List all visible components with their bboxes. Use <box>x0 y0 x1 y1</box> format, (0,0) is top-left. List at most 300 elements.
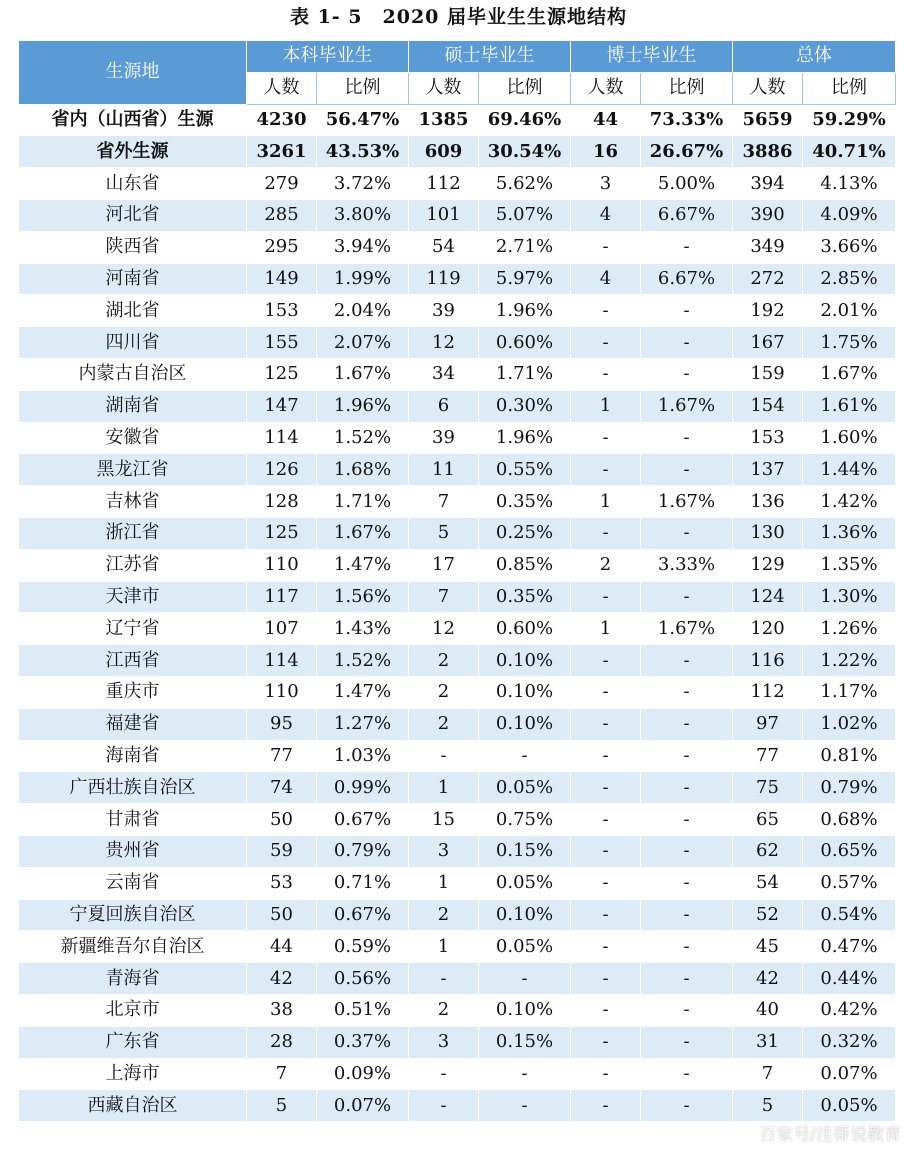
table-row <box>19 517 896 549</box>
table-row <box>19 867 896 899</box>
count-cell: 3886 <box>733 136 803 168</box>
ratio-cell: - <box>479 1058 571 1090</box>
count-cell: 4 <box>571 199 641 231</box>
count-cell: 349 <box>733 231 803 263</box>
count-cell: 3 <box>409 1026 479 1058</box>
ratio-cell: - <box>479 1090 571 1122</box>
ratio-cell: - <box>641 358 733 390</box>
ratio-cell: 3.66% <box>803 231 896 263</box>
table-row <box>19 581 896 613</box>
table-row <box>19 1090 896 1122</box>
count-cell: - <box>571 676 641 708</box>
count-cell: 74 <box>247 772 317 804</box>
ratio-cell: 0.47% <box>803 931 896 963</box>
count-cell: 97 <box>733 708 803 740</box>
count-cell: - <box>571 708 641 740</box>
table-row <box>19 327 896 359</box>
count-cell: 4230 <box>247 104 317 136</box>
ratio-cell: 1.52% <box>317 422 409 454</box>
ratio-cell: 0.37% <box>317 1026 409 1058</box>
count-cell: 192 <box>733 295 803 327</box>
ratio-cell: 0.59% <box>317 931 409 963</box>
ratio-cell: - <box>641 295 733 327</box>
ratio-cell: 0.10% <box>479 994 571 1026</box>
origin-name-cell: 省外生源 <box>19 136 247 168</box>
count-cell: - <box>571 517 641 549</box>
ratio-cell: 0.05% <box>803 1090 896 1122</box>
ratio-cell: 1.71% <box>479 358 571 390</box>
count-cell: 1 <box>409 867 479 899</box>
ratio-cell: 0.09% <box>317 1058 409 1090</box>
count-cell: - <box>571 899 641 931</box>
count-cell: - <box>409 963 479 995</box>
ratio-cell: 1.67% <box>641 486 733 518</box>
count-cell: - <box>571 1058 641 1090</box>
count-cell: 285 <box>247 199 317 231</box>
count-cell: 34 <box>409 358 479 390</box>
count-cell: 54 <box>409 231 479 263</box>
header-sub-count: 人数 <box>247 72 317 104</box>
header-sub-count: 人数 <box>571 72 641 104</box>
ratio-cell: - <box>641 931 733 963</box>
count-cell: 5 <box>409 517 479 549</box>
count-cell: 7 <box>409 581 479 613</box>
count-cell: 112 <box>409 168 479 200</box>
ratio-cell: 0.05% <box>479 931 571 963</box>
ratio-cell: - <box>479 963 571 995</box>
ratio-cell: 5.62% <box>479 168 571 200</box>
ratio-cell: 6.67% <box>641 199 733 231</box>
ratio-cell: - <box>641 422 733 454</box>
ratio-cell: 1.75% <box>803 327 896 359</box>
ratio-cell: 0.67% <box>317 899 409 931</box>
count-cell: - <box>571 994 641 1026</box>
count-cell: - <box>571 931 641 963</box>
count-cell: - <box>571 1090 641 1122</box>
count-cell: 295 <box>247 231 317 263</box>
count-cell: - <box>571 835 641 867</box>
ratio-cell: 1.35% <box>803 549 896 581</box>
ratio-cell: 0.56% <box>317 963 409 995</box>
count-cell: 119 <box>409 263 479 295</box>
count-cell: 124 <box>733 581 803 613</box>
count-cell: 5 <box>733 1090 803 1122</box>
count-cell: - <box>571 454 641 486</box>
ratio-cell: - <box>479 740 571 772</box>
ratio-cell: 0.10% <box>479 645 571 677</box>
count-cell: 50 <box>247 804 317 836</box>
ratio-cell: 73.33% <box>641 104 733 136</box>
count-cell: 114 <box>247 645 317 677</box>
count-cell: 107 <box>247 613 317 645</box>
ratio-cell: 5.00% <box>641 168 733 200</box>
ratio-cell: 2.01% <box>803 295 896 327</box>
summary-row <box>19 136 896 168</box>
table-row <box>19 676 896 708</box>
ratio-cell: 1.68% <box>317 454 409 486</box>
table-row <box>19 645 896 677</box>
ratio-cell: 1.02% <box>803 708 896 740</box>
count-cell: 149 <box>247 263 317 295</box>
count-cell: 130 <box>733 517 803 549</box>
count-cell: 159 <box>733 358 803 390</box>
table-row <box>19 1026 896 1058</box>
ratio-cell: 0.15% <box>479 835 571 867</box>
ratio-cell: 1.26% <box>803 613 896 645</box>
ratio-cell: 40.71% <box>803 136 896 168</box>
count-cell: 110 <box>247 549 317 581</box>
ratio-cell: - <box>641 1026 733 1058</box>
table-body <box>19 104 896 1122</box>
origin-name-cell: 福建省 <box>19 708 247 740</box>
origin-name-cell: 宁夏回族自治区 <box>19 899 247 931</box>
count-cell: 126 <box>247 454 317 486</box>
ratio-cell: 0.71% <box>317 867 409 899</box>
ratio-cell: 1.47% <box>317 549 409 581</box>
ratio-cell: 30.54% <box>479 136 571 168</box>
count-cell: 279 <box>247 168 317 200</box>
header-group-master: 硕士毕业生 <box>409 41 571 73</box>
table-title: 表 1- 5 2020 届毕业生生源地结构 <box>289 6 628 28</box>
ratio-cell: 69.46% <box>479 104 571 136</box>
count-cell: - <box>571 772 641 804</box>
header-sub-ratio: 比例 <box>317 72 409 104</box>
count-cell: 114 <box>247 422 317 454</box>
count-cell: 77 <box>733 740 803 772</box>
count-cell: 153 <box>247 295 317 327</box>
ratio-cell: 0.15% <box>479 1026 571 1058</box>
ratio-cell: - <box>641 867 733 899</box>
ratio-cell: - <box>641 454 733 486</box>
ratio-cell: 3.94% <box>317 231 409 263</box>
ratio-cell: 56.47% <box>317 104 409 136</box>
count-cell: 1 <box>409 772 479 804</box>
ratio-cell: 1.56% <box>317 581 409 613</box>
header-sub-count: 人数 <box>733 72 803 104</box>
table-row <box>19 390 896 422</box>
count-cell: 394 <box>733 168 803 200</box>
count-cell: 2 <box>571 549 641 581</box>
ratio-cell: 1.60% <box>803 422 896 454</box>
ratio-cell: 1.43% <box>317 613 409 645</box>
ratio-cell: 1.71% <box>317 486 409 518</box>
origin-name-cell: 陕西省 <box>19 231 247 263</box>
count-cell: 39 <box>409 295 479 327</box>
count-cell: - <box>571 804 641 836</box>
ratio-cell: 0.60% <box>479 613 571 645</box>
count-cell: 75 <box>733 772 803 804</box>
origin-name-cell: 青海省 <box>19 963 247 995</box>
origin-name-cell: 辽宁省 <box>19 613 247 645</box>
origin-name-cell: 甘肃省 <box>19 804 247 836</box>
count-cell: 1 <box>409 931 479 963</box>
count-cell: 154 <box>733 390 803 422</box>
count-cell: - <box>409 740 479 772</box>
header-row-groups <box>19 41 896 73</box>
ratio-cell: 0.65% <box>803 835 896 867</box>
ratio-cell: - <box>641 835 733 867</box>
count-cell: 17 <box>409 549 479 581</box>
origin-name-cell: 江西省 <box>19 645 247 677</box>
ratio-cell: - <box>641 804 733 836</box>
count-cell: 52 <box>733 899 803 931</box>
ratio-cell: 0.55% <box>479 454 571 486</box>
ratio-cell: 0.05% <box>479 867 571 899</box>
ratio-cell: 1.30% <box>803 581 896 613</box>
table-row <box>19 804 896 836</box>
ratio-cell: 0.51% <box>317 994 409 1026</box>
count-cell: 42 <box>733 963 803 995</box>
count-cell: 1 <box>571 613 641 645</box>
ratio-cell: 59.29% <box>803 104 896 136</box>
count-cell: 136 <box>733 486 803 518</box>
header-origin: 生源地 <box>19 41 247 105</box>
table-row <box>19 772 896 804</box>
ratio-cell: 0.05% <box>479 772 571 804</box>
ratio-cell: 0.79% <box>317 835 409 867</box>
table-row <box>19 199 896 231</box>
count-cell: 112 <box>733 676 803 708</box>
count-cell: - <box>571 1026 641 1058</box>
ratio-cell: 5.07% <box>479 199 571 231</box>
ratio-cell: - <box>641 708 733 740</box>
ratio-cell: 2.04% <box>317 295 409 327</box>
ratio-cell: 1.96% <box>479 295 571 327</box>
ratio-cell: 0.10% <box>479 676 571 708</box>
ratio-cell: 1.27% <box>317 708 409 740</box>
ratio-cell: 4.13% <box>803 168 896 200</box>
ratio-cell: 0.07% <box>317 1090 409 1122</box>
count-cell: - <box>571 645 641 677</box>
table-row <box>19 740 896 772</box>
table-row <box>19 231 896 263</box>
count-cell: - <box>571 358 641 390</box>
ratio-cell: 0.35% <box>479 581 571 613</box>
count-cell: 59 <box>247 835 317 867</box>
count-cell: 4 <box>571 263 641 295</box>
ratio-cell: 0.75% <box>479 804 571 836</box>
count-cell: 390 <box>733 199 803 231</box>
count-cell: 40 <box>733 994 803 1026</box>
count-cell: 42 <box>247 963 317 995</box>
count-cell: 31 <box>733 1026 803 1058</box>
count-cell: 2 <box>409 676 479 708</box>
ratio-cell: 1.96% <box>479 422 571 454</box>
count-cell: 45 <box>733 931 803 963</box>
ratio-cell: - <box>641 740 733 772</box>
count-cell: - <box>571 740 641 772</box>
ratio-cell: 0.57% <box>803 867 896 899</box>
ratio-cell: 1.99% <box>317 263 409 295</box>
ratio-cell: 0.32% <box>803 1026 896 1058</box>
ratio-cell: 0.54% <box>803 899 896 931</box>
count-cell: 117 <box>247 581 317 613</box>
origin-name-cell: 黑龙江省 <box>19 454 247 486</box>
ratio-cell: - <box>641 645 733 677</box>
table-row <box>19 486 896 518</box>
count-cell: 7 <box>247 1058 317 1090</box>
origin-name-cell: 新疆维吾尔自治区 <box>19 931 247 963</box>
count-cell: 65 <box>733 804 803 836</box>
count-cell: 6 <box>409 390 479 422</box>
ratio-cell: - <box>641 772 733 804</box>
ratio-cell: 1.67% <box>317 358 409 390</box>
header-sub-ratio: 比例 <box>803 72 896 104</box>
ratio-cell: 1.67% <box>803 358 896 390</box>
count-cell: - <box>409 1090 479 1122</box>
count-cell: 62 <box>733 835 803 867</box>
count-cell: 1385 <box>409 104 479 136</box>
count-cell: - <box>571 867 641 899</box>
count-cell: 54 <box>733 867 803 899</box>
table-row <box>19 708 896 740</box>
origin-name-cell: 山东省 <box>19 168 247 200</box>
origin-name-cell: 吉林省 <box>19 486 247 518</box>
count-cell: 125 <box>247 358 317 390</box>
count-cell: 7 <box>733 1058 803 1090</box>
origin-name-cell: 河北省 <box>19 199 247 231</box>
origin-name-cell: 湖南省 <box>19 390 247 422</box>
origin-name-cell: 安徽省 <box>19 422 247 454</box>
ratio-cell: - <box>641 994 733 1026</box>
ratio-cell: 0.10% <box>479 899 571 931</box>
header-group-total: 总体 <box>733 41 896 73</box>
table-row <box>19 358 896 390</box>
header-sub-ratio: 比例 <box>641 72 733 104</box>
ratio-cell: 43.53% <box>317 136 409 168</box>
count-cell: 110 <box>247 676 317 708</box>
ratio-cell: 2.07% <box>317 327 409 359</box>
ratio-cell: - <box>641 231 733 263</box>
ratio-cell: 0.10% <box>479 708 571 740</box>
origin-name-cell: 江苏省 <box>19 549 247 581</box>
count-cell: 5659 <box>733 104 803 136</box>
ratio-cell: 1.17% <box>803 676 896 708</box>
header-sub-count: 人数 <box>409 72 479 104</box>
ratio-cell: 1.52% <box>317 645 409 677</box>
origin-name-cell: 云南省 <box>19 867 247 899</box>
table-row <box>19 422 896 454</box>
count-cell: 116 <box>733 645 803 677</box>
summary-row <box>19 104 896 136</box>
ratio-cell: 3.33% <box>641 549 733 581</box>
origin-name-cell: 海南省 <box>19 740 247 772</box>
count-cell: 272 <box>733 263 803 295</box>
ratio-cell: 0.42% <box>803 994 896 1026</box>
ratio-cell: - <box>641 327 733 359</box>
count-cell: - <box>571 295 641 327</box>
ratio-cell: 1.61% <box>803 390 896 422</box>
ratio-cell: 5.97% <box>479 263 571 295</box>
count-cell: 50 <box>247 899 317 931</box>
count-cell: - <box>571 231 641 263</box>
count-cell: 1 <box>571 486 641 518</box>
ratio-cell: 1.03% <box>317 740 409 772</box>
count-cell: 15 <box>409 804 479 836</box>
ratio-cell: - <box>641 676 733 708</box>
count-cell: 1 <box>571 390 641 422</box>
count-cell: 3 <box>409 835 479 867</box>
count-cell: 12 <box>409 327 479 359</box>
ratio-cell: 0.25% <box>479 517 571 549</box>
count-cell: 137 <box>733 454 803 486</box>
origin-name-cell: 内蒙古自治区 <box>19 358 247 390</box>
ratio-cell: 0.35% <box>479 486 571 518</box>
table-row <box>19 168 896 200</box>
ratio-cell: 1.44% <box>803 454 896 486</box>
count-cell: 77 <box>247 740 317 772</box>
origin-name-cell: 北京市 <box>19 994 247 1026</box>
ratio-cell: 1.22% <box>803 645 896 677</box>
table-row <box>19 899 896 931</box>
table-row <box>19 613 896 645</box>
count-cell: 120 <box>733 613 803 645</box>
count-cell: 101 <box>409 199 479 231</box>
count-cell: 5 <box>247 1090 317 1122</box>
ratio-cell: 3.72% <box>317 168 409 200</box>
table-row <box>19 295 896 327</box>
count-cell: 44 <box>571 104 641 136</box>
ratio-cell: 0.44% <box>803 963 896 995</box>
count-cell: 153 <box>733 422 803 454</box>
table-row <box>19 454 896 486</box>
table-row <box>19 549 896 581</box>
count-cell: 609 <box>409 136 479 168</box>
ratio-cell: 0.79% <box>803 772 896 804</box>
count-cell: 44 <box>247 931 317 963</box>
origin-name-cell: 四川省 <box>19 327 247 359</box>
count-cell: 16 <box>571 136 641 168</box>
ratio-cell: - <box>641 1058 733 1090</box>
table-row <box>19 994 896 1026</box>
ratio-cell: 1.42% <box>803 486 896 518</box>
count-cell: 53 <box>247 867 317 899</box>
ratio-cell: 1.67% <box>641 613 733 645</box>
table-row <box>19 835 896 867</box>
count-cell: 3261 <box>247 136 317 168</box>
table-row <box>19 1058 896 1090</box>
count-cell: 167 <box>733 327 803 359</box>
ratio-cell: 1.96% <box>317 390 409 422</box>
origin-name-cell: 湖北省 <box>19 295 247 327</box>
table-row <box>19 963 896 995</box>
count-cell: 28 <box>247 1026 317 1058</box>
origin-name-cell: 河南省 <box>19 263 247 295</box>
origin-name-cell: 西藏自治区 <box>19 1090 247 1122</box>
count-cell: 155 <box>247 327 317 359</box>
ratio-cell: 2.85% <box>803 263 896 295</box>
count-cell: 128 <box>247 486 317 518</box>
origin-name-cell: 广东省 <box>19 1026 247 1058</box>
ratio-cell: 0.30% <box>479 390 571 422</box>
origin-name-cell: 天津市 <box>19 581 247 613</box>
count-cell: 147 <box>247 390 317 422</box>
origin-name-cell: 广西壮族自治区 <box>19 772 247 804</box>
ratio-cell: 0.07% <box>803 1058 896 1090</box>
table-row <box>19 263 896 295</box>
count-cell: - <box>571 963 641 995</box>
origin-name-cell: 省内（山西省）生源 <box>19 104 247 136</box>
origin-name-cell: 浙江省 <box>19 517 247 549</box>
ratio-cell: 26.67% <box>641 136 733 168</box>
count-cell: - <box>571 422 641 454</box>
ratio-cell: - <box>641 517 733 549</box>
watermark: 百家号/洼哥说教育 <box>759 1125 901 1145</box>
count-cell: 125 <box>247 517 317 549</box>
header-group-bachelor: 本科毕业生 <box>247 41 409 73</box>
ratio-cell: 2.71% <box>479 231 571 263</box>
count-cell: 3 <box>571 168 641 200</box>
